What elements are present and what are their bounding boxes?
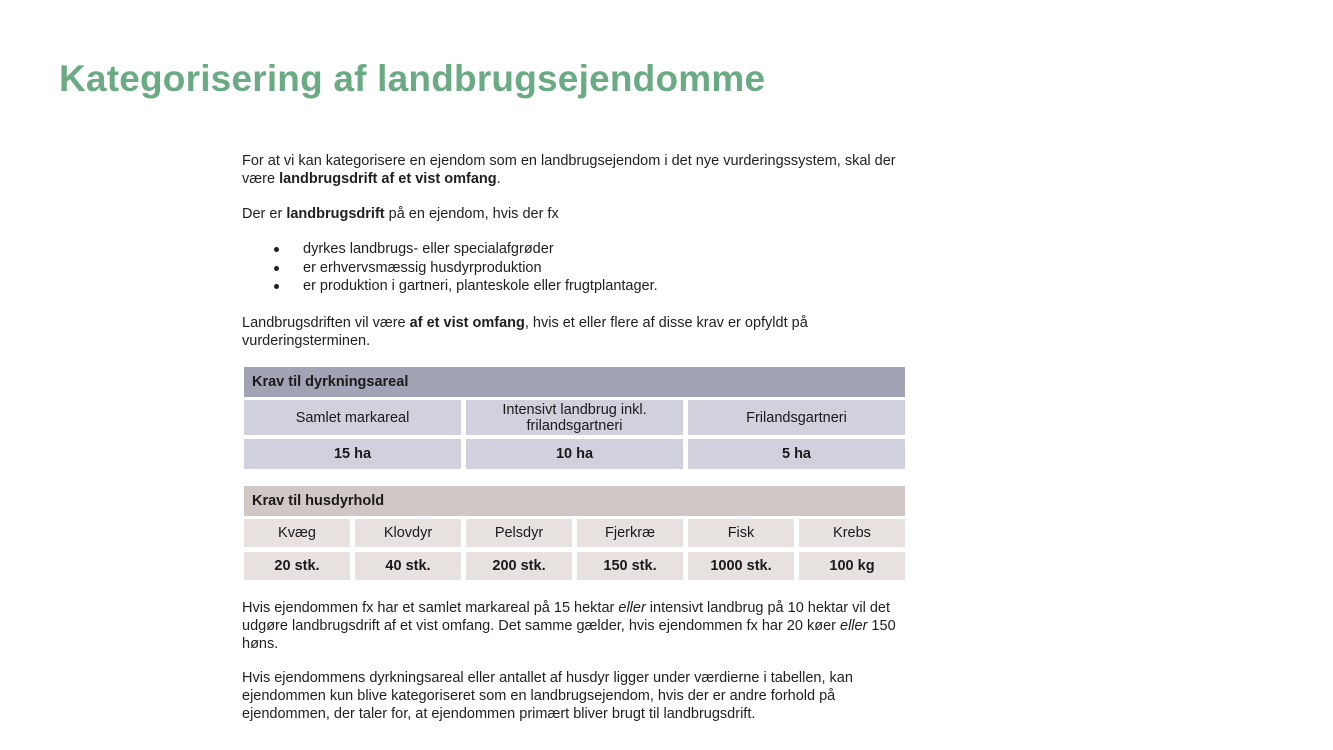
table-cell-value: 100 kg [799,552,905,580]
slide-title: Kategorisering af landbrugsejendomme [59,58,766,99]
table-cell-value: 20 stk. [244,552,350,580]
table-column-header: Fjerkræ [577,519,683,547]
list-item: dyrkes landbrugs- eller specialafgrøder [272,240,658,259]
table-column-header: Intensivt landbrug inkl. frilandsgartneri [466,400,683,435]
list-item: er erhvervsmæssig husdyrproduktion [272,259,658,278]
table-column-header: Krebs [799,519,905,547]
intro-emphasis: landbrugsdrift af et vist omfang [279,171,497,187]
definition-emphasis: landbrugsdrift [286,206,385,222]
table-column-header: Pelsdyr [466,519,572,547]
table-cell-value: 5 ha [688,439,905,469]
example-paragraph: Hvis ejendommen fx har et samlet markareal på 15 hektar eller intensivt landbrug på 10 hektar vil det udgøre landbrugsdrift af et vist omfang. Det samme gælder, hvis ejendommen fx har 20 køer eller 150 høns. [242,600,896,652]
intro-paragraph: For at vi kan kategorisere en ejendom som en landbrugsejendom i det nye vurderingssystem, skal der være landbrugsdrift af et vist omfang. [242,153,896,187]
table-header: Krav til husdyrhold [244,486,905,516]
scope-emphasis: af et vist omfang [409,315,525,331]
table-column-header: Samlet markareal [244,400,461,435]
table-column-header: Frilandsgartneri [688,400,905,435]
table-cell-value: 200 stk. [466,552,572,580]
table-column-header: Fisk [688,519,794,547]
bullet-list [272,240,658,296]
table-cell-value: 150 stk. [577,552,683,580]
table-cell-value: 40 stk. [355,552,461,580]
table-column-header: Klovdyr [355,519,461,547]
table-header: Krav til dyrkningsareal [244,367,905,397]
list-item: er produktion i gartneri, planteskole eller frugtplantager. [272,277,658,296]
table-cell-value: 10 ha [466,439,683,469]
closing-paragraph: Hvis ejendommens dyrkningsareal eller antallet af husdyr ligger under værdierne i tabellen, kan ejendommen kun blive kategoriseret som en landbrugsejendom, hvis der er andre forhold på ejendommen, der taler for, at ejendommen primært bliver brugt til landbrugsdrift. [242,670,853,722]
table-cell-value: 1000 stk. [688,552,794,580]
table-cell-value: 15 ha [244,439,461,469]
table-column-header: Kvæg [244,519,350,547]
scope-paragraph: Landbrugsdriften vil være af et vist omfang, hvis et eller flere af disse krav er opfyldt på vurderingsterminen. [242,315,808,349]
definition-paragraph: Der er landbrugsdrift på en ejendom, hvis der fx [242,206,559,222]
